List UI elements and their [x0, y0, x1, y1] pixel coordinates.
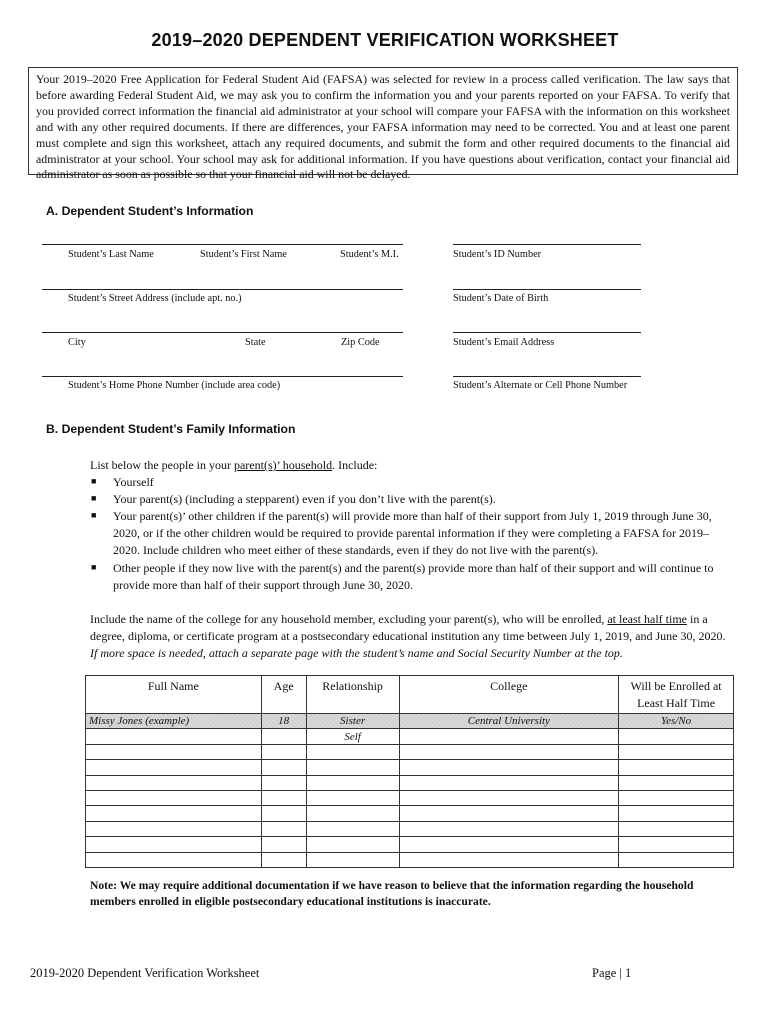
- enrolled-cell[interactable]: [619, 790, 734, 805]
- last-name-label: Student’s Last Name: [68, 249, 154, 260]
- street-label: Student’s Street Address (include apt. no.): [68, 293, 242, 304]
- bullet-marker: ■: [91, 476, 97, 486]
- name-cell[interactable]: [86, 806, 262, 821]
- name-cell[interactable]: [86, 760, 262, 775]
- example-name: Missy Jones (example): [86, 714, 262, 729]
- state-label: State: [245, 337, 266, 348]
- age-cell[interactable]: [261, 760, 306, 775]
- table-row: [86, 744, 734, 759]
- table-row: [86, 760, 734, 775]
- table-row: [86, 729, 734, 744]
- relationship-cell[interactable]: [306, 806, 399, 821]
- college-cell[interactable]: [399, 821, 619, 836]
- enrolled-cell[interactable]: [619, 775, 734, 790]
- household-table: [85, 675, 734, 868]
- example-college: Central University: [399, 714, 619, 729]
- alt-phone-label: Student’s Alternate or Cell Phone Number: [453, 380, 628, 391]
- table-row: [86, 806, 734, 821]
- college-cell[interactable]: [399, 744, 619, 759]
- age-cell[interactable]: [261, 744, 306, 759]
- relationship-cell[interactable]: [306, 744, 399, 759]
- enrolled-cell[interactable]: [619, 821, 734, 836]
- footer-title: 2019-2020 Dependent Verification Worksheet: [30, 966, 260, 980]
- home-phone-label: Student’s Home Phone Number (include area code): [68, 380, 281, 391]
- relationship-cell[interactable]: [306, 852, 399, 867]
- age-cell[interactable]: [261, 806, 306, 821]
- age-cell[interactable]: [261, 837, 306, 852]
- bullet-yourself: Yourself: [113, 475, 154, 489]
- relationship-cell[interactable]: [306, 837, 399, 852]
- table-row: [86, 852, 734, 867]
- age-cell[interactable]: [261, 821, 306, 836]
- college-cell[interactable]: [399, 760, 619, 775]
- relationship-cell[interactable]: [306, 790, 399, 805]
- enrolled-cell[interactable]: [619, 806, 734, 821]
- bullet-marker: ■: [91, 562, 97, 572]
- college-paragraph: Include the name of the college for any household member, excluding your parent(s), who will be enrolled, at least half time in a degree, diploma, or certificate program at a postsecondary educational institution any time between July 1, 2019, and June 30, 2020. If more space is needed, attach a separate page with the student’s name and Social Security Number at the top.: [90, 612, 726, 661]
- name-cell[interactable]: [86, 790, 262, 805]
- enrolled-cell[interactable]: [619, 837, 734, 852]
- first-name-label: Student’s First Name: [200, 249, 287, 260]
- age-cell[interactable]: [261, 729, 306, 744]
- bullet-other-children: Your parent(s)’ other children if the parent(s) will provide more than half of their support from July 1, 2019 through June 30, 2020, or if the other children would be required to provide parental information if they were completing a FAFSA for 2019–2020. Include children who meet either of these standards, even if they do not live with the parent(s).: [113, 509, 712, 558]
- table-row: [86, 837, 734, 852]
- example-enrolled: Yes/No: [619, 714, 734, 729]
- name-cell[interactable]: [86, 821, 262, 836]
- age-cell[interactable]: [261, 852, 306, 867]
- zip-label: Zip Code: [341, 337, 380, 348]
- name-cell[interactable]: [86, 852, 262, 867]
- name-line: [42, 244, 403, 245]
- bullet-marker: ■: [91, 493, 97, 503]
- example-row: [86, 714, 734, 729]
- college-cell[interactable]: [399, 775, 619, 790]
- relationship-cell[interactable]: [306, 821, 399, 836]
- street-line: [42, 289, 403, 290]
- half-time-link: at least half time: [607, 612, 687, 626]
- email-line: [453, 332, 641, 333]
- example-age: 18: [261, 714, 306, 729]
- example-relationship: Sister: [306, 714, 399, 729]
- enrolled-cell[interactable]: [619, 852, 734, 867]
- relationship-cell[interactable]: [306, 760, 399, 775]
- college-cell[interactable]: [399, 790, 619, 805]
- relationship-cell-self: Self: [306, 729, 399, 744]
- page-title: 2019–2020 DEPENDENT VERIFICATION WORKSHEET: [151, 30, 619, 50]
- section-b-heading: B. Dependent Student’s Family Information: [46, 422, 296, 436]
- enrolled-cell[interactable]: [619, 744, 734, 759]
- age-cell[interactable]: [261, 775, 306, 790]
- college-cell[interactable]: [399, 852, 619, 867]
- table-row: [86, 775, 734, 790]
- col-full-name: Full Name: [86, 676, 262, 714]
- college-cell[interactable]: [399, 729, 619, 744]
- table-row: [86, 821, 734, 836]
- city-label: City: [68, 337, 86, 348]
- enrolled-cell[interactable]: [619, 760, 734, 775]
- dob-line: [453, 289, 641, 290]
- name-cell[interactable]: [86, 775, 262, 790]
- name-cell[interactable]: [86, 837, 262, 852]
- bullet-marker: ■: [91, 510, 97, 520]
- bullet-parents: Your parent(s) (including a stepparent) even if you don’t live with the parent(s).: [113, 492, 496, 506]
- id-line: [453, 244, 641, 245]
- col-enrolled: Will be Enrolled at Least Half Time: [619, 676, 734, 714]
- household-intro: List below the people in your parent(s)’ household. Include:: [90, 458, 378, 472]
- city-line: [42, 332, 403, 333]
- college-cell[interactable]: [399, 837, 619, 852]
- intro-paragraph: Your 2019–2020 Free Application for Federal Student Aid (FAFSA) was selected for review in a process called verification. The law says that before awarding Federal Student Aid, we may ask you to confirm the information you and your parents reported on your FAFSA. To verify that you provided correct information the financial aid administrator at your school will compare your FAFSA with the information on this worksheet and with any other required documents. If there are differences, your FAFSA information may need to be corrected. You and at least one parent must complete and sign this worksheet, attach any required documents, and submit the form and other required documents to the financial aid administrator at your school. Your school may ask for additional information. If you have questions about verification, contact your financial aid administrator as soon as possible so that your financial aid will not be delayed.: [28, 67, 738, 175]
- email-label: Student’s Email Address: [453, 337, 555, 348]
- dob-label: Student’s Date of Birth: [453, 293, 549, 304]
- enrolled-cell[interactable]: [619, 729, 734, 744]
- mi-label: Student’s M.I.: [340, 249, 399, 260]
- table-row: [86, 790, 734, 805]
- college-cell[interactable]: [399, 806, 619, 821]
- bullet-other-people: Other people if they now live with the parent(s) and the parent(s) provide more than half of their support and will continue to provide more than half of their support through June 30, 2020.: [113, 561, 714, 593]
- home-phone-line: [42, 376, 403, 377]
- section-a-heading: A. Dependent Student’s Information: [46, 204, 254, 218]
- col-college: College: [399, 676, 619, 714]
- col-age: Age: [261, 676, 306, 714]
- age-cell[interactable]: [261, 790, 306, 805]
- household-link: parent(s)’ household: [233, 458, 333, 472]
- col-relationship: Relationship: [306, 676, 399, 714]
- documentation-note: Note: We may require additional documentation if we have reason to believe that the information regarding the household members enrolled in eligible postsecondary educational institutions is inaccurate.: [90, 879, 694, 908]
- id-number-label: Student’s ID Number: [453, 249, 542, 260]
- name-cell[interactable]: [86, 729, 262, 744]
- alt-phone-line: [453, 376, 641, 377]
- page-number: Page | 1: [592, 966, 632, 980]
- name-cell[interactable]: [86, 744, 262, 759]
- relationship-cell[interactable]: [306, 775, 399, 790]
- table-header-row: [86, 676, 734, 714]
